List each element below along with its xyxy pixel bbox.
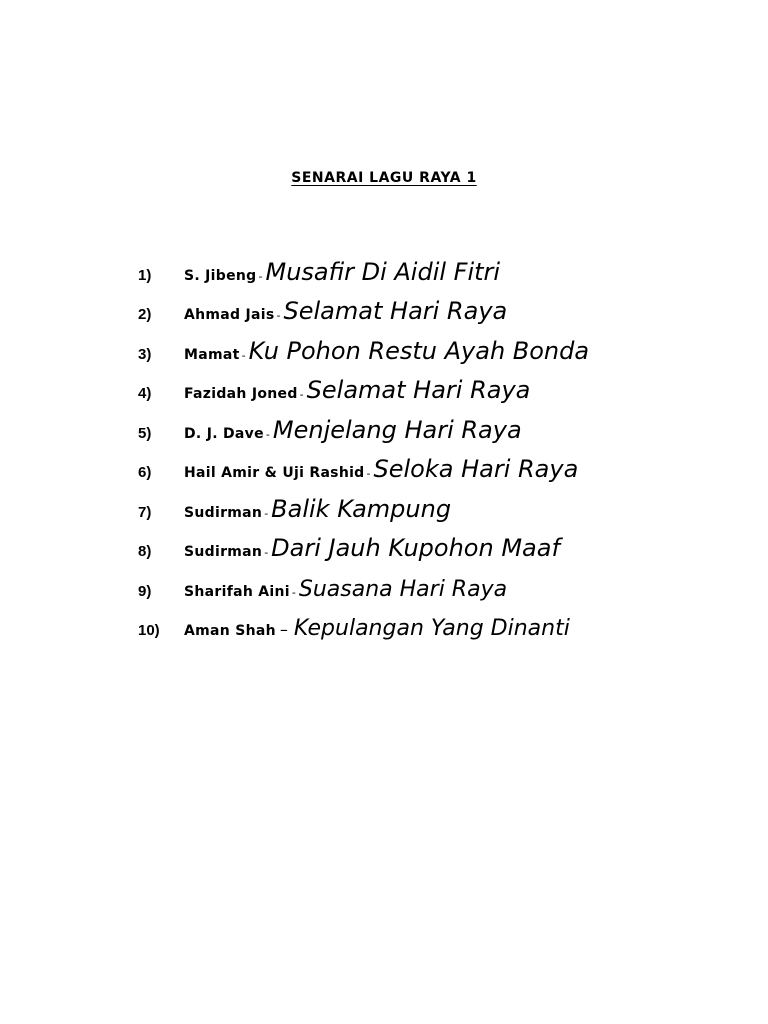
separator: - [366, 467, 371, 480]
song-entry [184, 337, 589, 365]
separator: – [279, 620, 288, 639]
singer-name: Fazidah Joned [184, 386, 298, 402]
list-item-number: 4) [138, 385, 152, 402]
list-item-number: 3) [138, 345, 152, 363]
separator: - [264, 506, 269, 520]
list-item-number: 7) [138, 503, 152, 521]
song-title: Kepulangan Yang Dinanti [293, 616, 570, 641]
list-item [0, 371, 768, 411]
list-item [0, 450, 768, 490]
list-item [0, 410, 768, 450]
list-item-number: 9) [138, 582, 152, 600]
song-title: Menjelang Hari Raya [272, 415, 522, 444]
list-item-number: 2) [138, 306, 152, 323]
song-entry [184, 577, 507, 602]
list-item [0, 489, 768, 529]
separator: - [276, 309, 281, 322]
list-item-number: 1) [138, 266, 152, 284]
song-title: Seloka Hari Raya [373, 455, 579, 483]
separator: - [291, 585, 296, 599]
song-entry [184, 495, 451, 523]
separator: - [265, 427, 270, 441]
list-item-number: 5) [138, 424, 152, 442]
singer-name: Hail Amir & Uji Rashid [184, 465, 365, 481]
list-item [0, 529, 768, 569]
song-entry [184, 376, 530, 404]
singer-name: Ahmad Jais [184, 307, 275, 323]
song-entry [184, 416, 522, 444]
list-item-number: 8) [138, 543, 152, 560]
song-entry [184, 534, 560, 562]
list-item [0, 252, 768, 292]
separator: - [299, 388, 304, 401]
separator: - [264, 546, 269, 559]
list-item-number: 6) [138, 464, 152, 481]
song-title: Selamat Hari Raya [283, 297, 508, 325]
song-title: Selamat Hari Raya [306, 376, 531, 404]
singer-name: Aman Shah [184, 623, 276, 639]
song-list [0, 252, 768, 647]
singer-name: Mamat [184, 346, 240, 363]
song-title: Dari Jauh Kupohon Maaf [271, 534, 560, 562]
singer-name: Sudirman [184, 544, 263, 560]
page-title: SENARAI LAGU RAYA 1 [291, 170, 477, 186]
list-item [0, 292, 768, 332]
song-title: Ku Pohon Restu Ayah Bonda [248, 336, 590, 365]
singer-name: Sudirman [184, 504, 263, 521]
separator: - [258, 269, 263, 283]
singer-name: Sharifah Aini [184, 583, 290, 600]
song-title: Musafir Di Aidil Fitri [265, 257, 501, 286]
song-entry [184, 455, 578, 483]
list-item [0, 568, 768, 608]
singer-name: S. Jibeng [184, 267, 257, 284]
song-entry [184, 297, 507, 325]
song-entry [184, 616, 570, 641]
separator: - [241, 348, 246, 362]
singer-name: D. J. Dave [184, 425, 264, 442]
song-entry [184, 258, 500, 286]
song-title: Balik Kampung [271, 494, 452, 523]
song-title: Suasana Hari Raya [298, 576, 508, 602]
list-item [0, 608, 768, 648]
list-item [0, 331, 768, 371]
list-item-number: 10) [138, 622, 160, 639]
